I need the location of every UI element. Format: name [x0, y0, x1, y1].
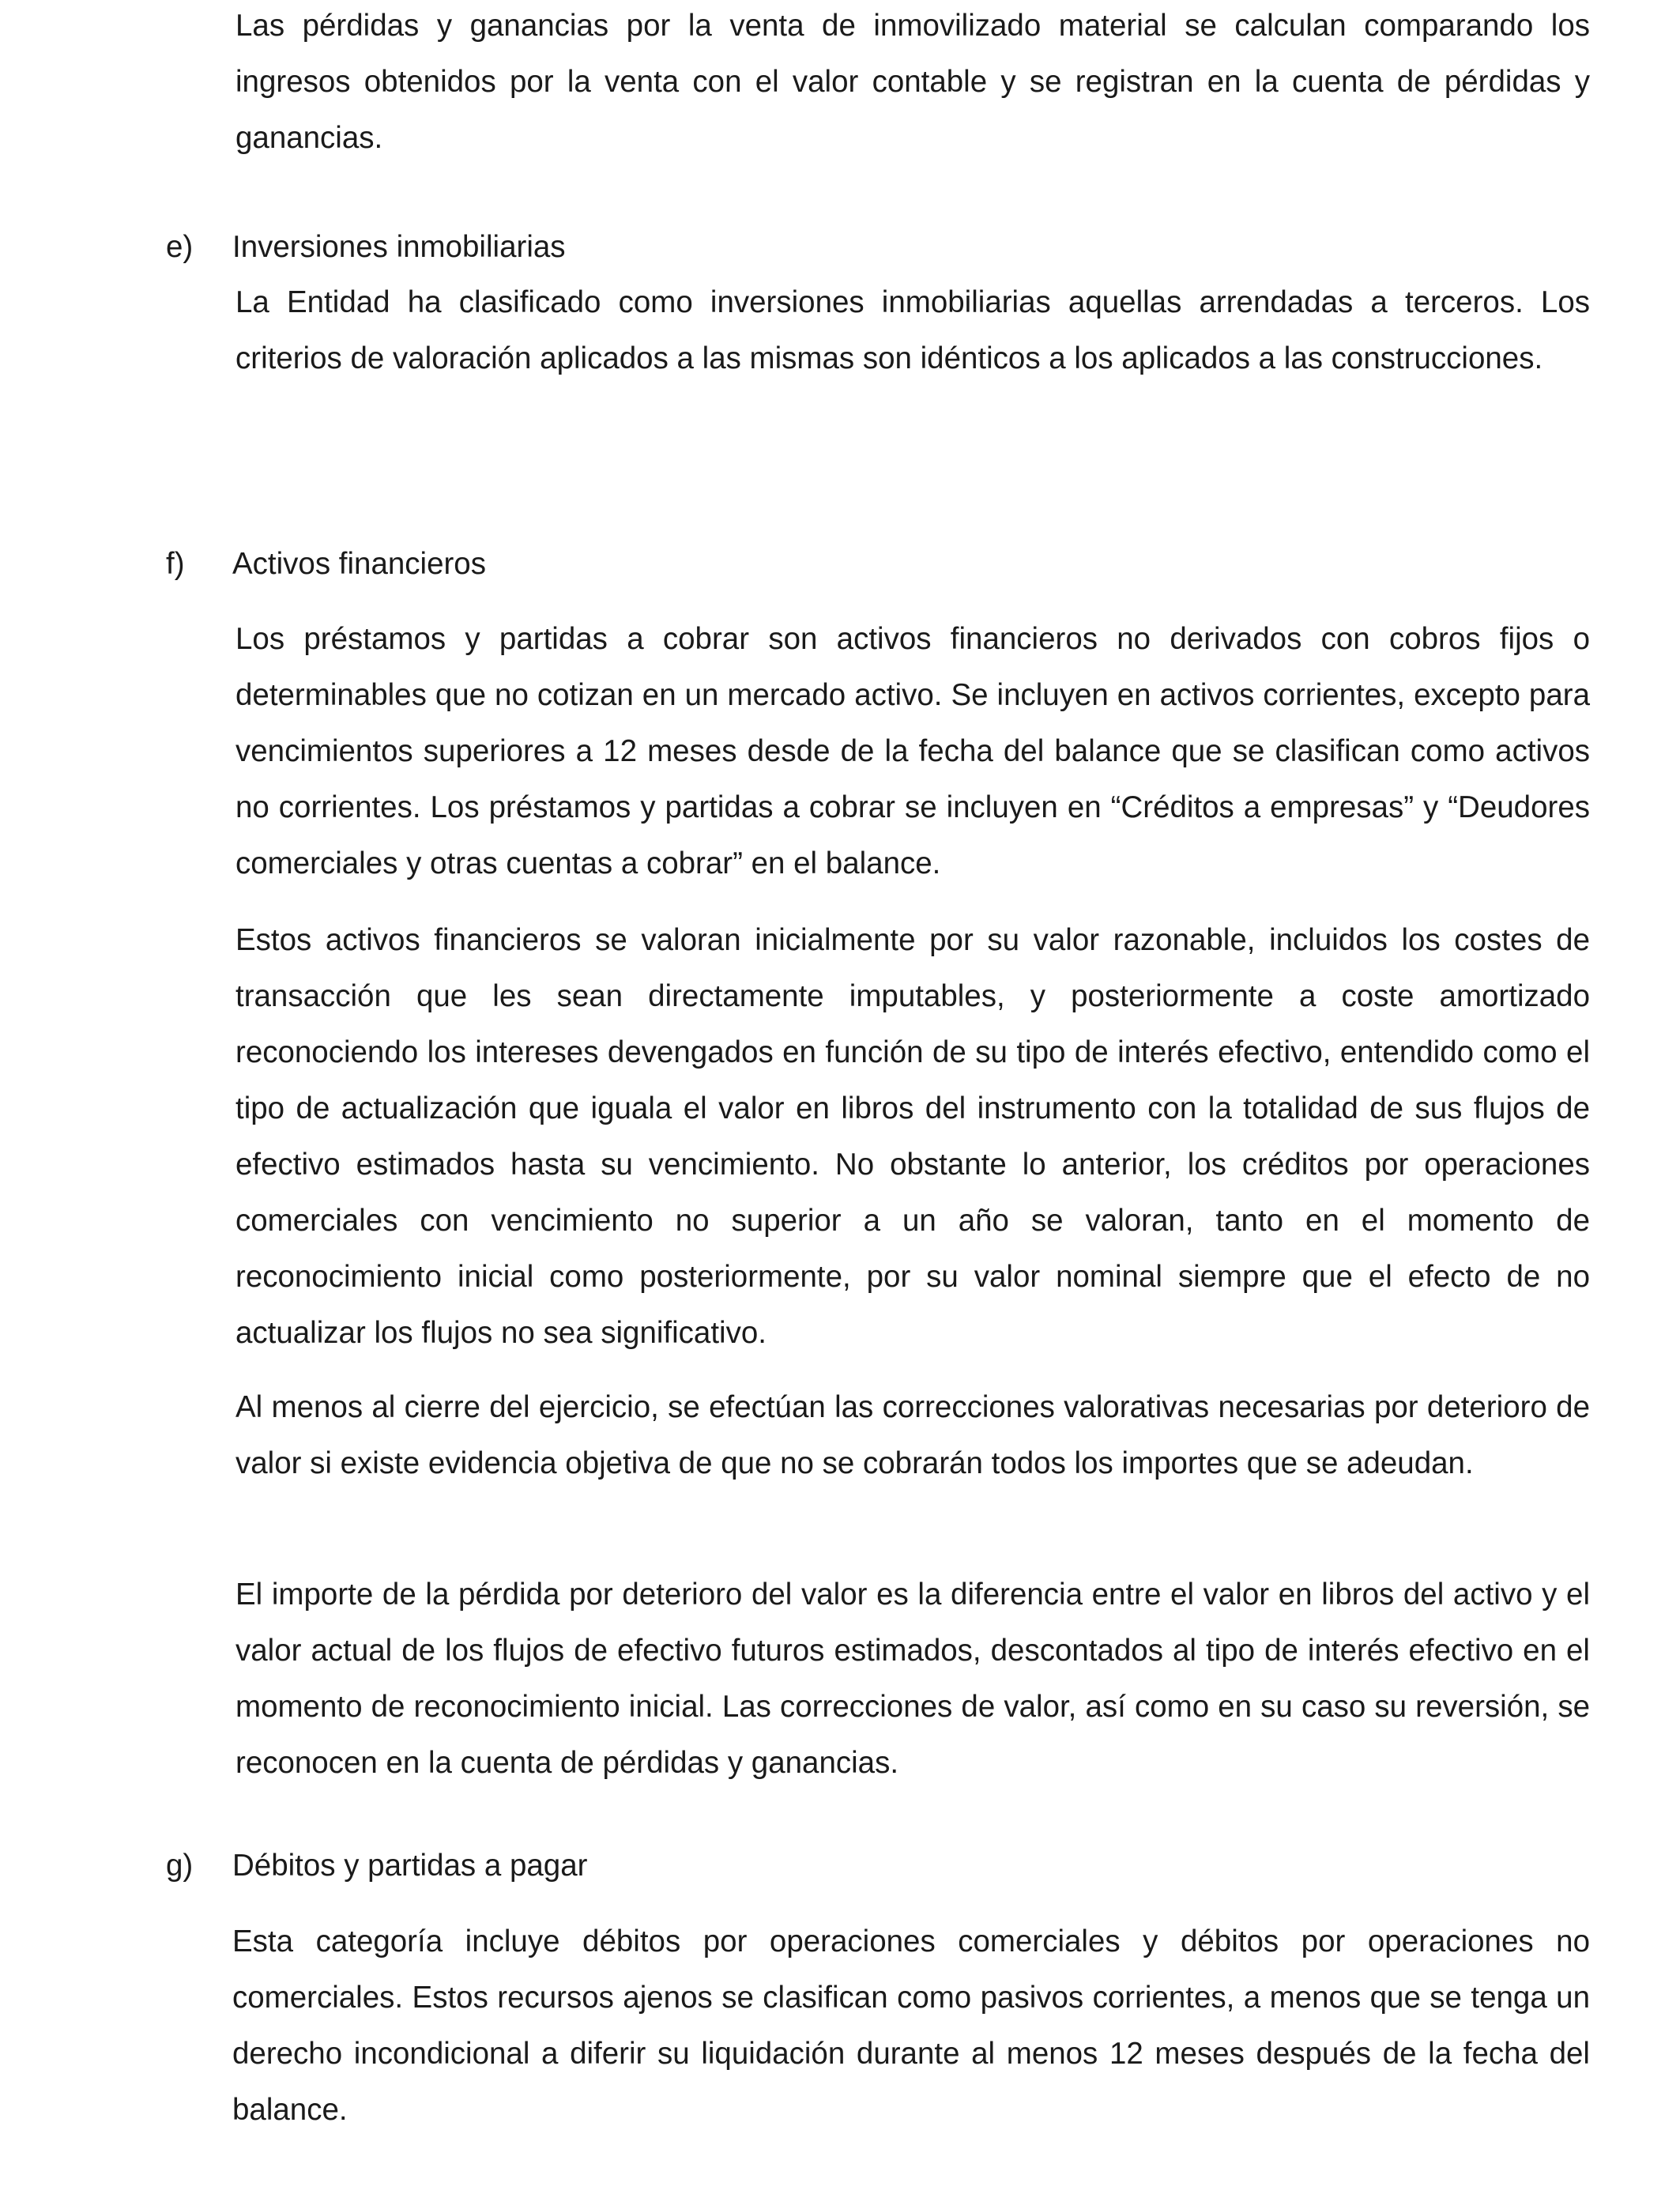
section-title: Débitos y partidas a pagar	[232, 1849, 588, 1883]
section-heading-g	[166, 1838, 587, 1894]
section-title: Inversiones inmobiliarias	[232, 230, 566, 264]
section-marker: e)	[166, 230, 194, 264]
section-marker: g)	[166, 1849, 194, 1883]
section-g-paragraph-1: Esta categoría incluye débitos por operaciones comerciales y débitos por operaciones no comerciales. Estos recursos ajenos se clasifican como pasivos corrientes, a menos que se tenga un derecho incondicional a diferir su liquidación durante al menos 12 meses después de la fecha del balance.	[232, 1924, 1590, 2127]
intro-paragraph: Las pérdidas y ganancias por la venta de inmovilizado material se calculan comparando los ingresos obtenidos por la venta con el valor contable y se registran en la cuenta de pérdidas y ganancias.	[235, 9, 1590, 155]
section-heading-e	[166, 219, 566, 275]
section-f-paragraph-2: Estos activos financieros se valoran inicialmente por su valor razonable, incluidos los costes de transacción que les sean directamente imputables, y posteriormente a coste amortizado reconociendo los intereses devengados en función de su tipo de interés efectivo, entendido como el tipo de actualización que iguala el valor en libros del instrumento con la totalidad de sus flujos de efectivo estimados hasta su vencimiento. No obstante lo anterior, los créditos por operaciones comerciales con vencimiento no superior a un año se valoran, tanto en el momento de reconocimiento inicial como posteriormente, por su valor nominal siempre que el efecto de no actualizar los flujos no sea significativo.	[235, 923, 1590, 1350]
section-f-paragraph-3: Al menos al cierre del ejercicio, se efectúan las correcciones valorativas necesarias por deterioro de valor si existe evidencia objetiva de que no se cobrarán todos los importes que se adeudan.	[235, 1390, 1590, 1480]
section-f-paragraph-4: El importe de la pérdida por deterioro del valor es la diferencia entre el valor en libros del activo y el valor actual de los flujos de efectivo futuros estimados, descontados al tipo de interés efectivo en el momento de reconocimiento inicial. Las correcciones de valor, así como en su caso su reversión, se reconocen en la cuenta de pérdidas y ganancias.	[235, 1578, 1590, 1780]
section-e-paragraph-1: La Entidad ha clasificado como inversiones inmobiliarias aquellas arrendadas a terceros. Los criterios de valoración aplicados a las mismas son idénticos a los aplicados a las construcciones.	[235, 285, 1590, 375]
section-marker: f)	[166, 547, 185, 581]
section-f-paragraph-1: Los préstamos y partidas a cobrar son activos financieros no derivados con cobros fijos o determinables que no cotizan en un mercado activo. Se incluyen en activos corrientes, excepto para vencimientos superiores a 12 meses desde de la fecha del balance que se clasifican como activos no corrientes. Los préstamos y partidas a cobrar se incluyen en “Créditos a empresas” y “Deudores comerciales y otras cuentas a cobrar” en el balance.	[235, 622, 1590, 880]
section-title: Activos financieros	[232, 547, 486, 581]
section-heading-f	[166, 536, 486, 592]
